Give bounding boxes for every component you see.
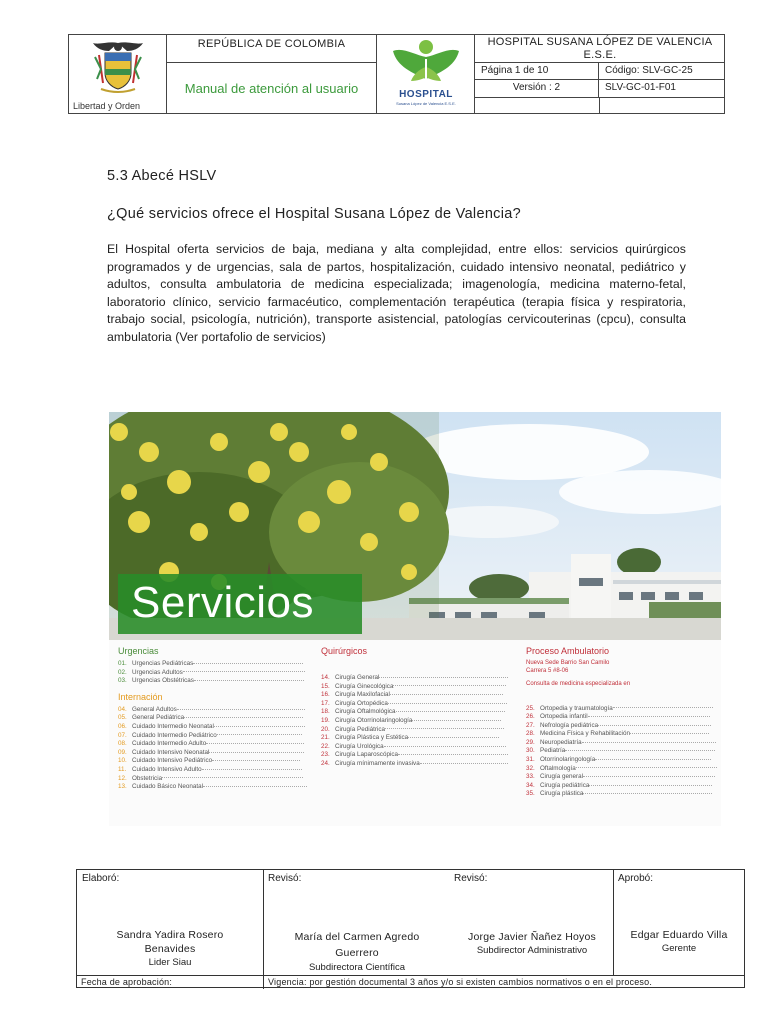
service-label: Cirugía Plástica y Estética <box>335 734 409 742</box>
manual-title: Manual de atención al usuario <box>167 63 377 114</box>
service-label: Cirugía Urológica <box>335 742 384 750</box>
motto-text: Libertad y Orden <box>73 101 141 111</box>
service-item <box>118 677 308 686</box>
service-label: Neuropediatría <box>540 738 582 746</box>
service-label: Cirugía Ginecológica <box>335 682 394 690</box>
service-label: Cuidado Básico Neonatal <box>132 783 204 791</box>
leader-dots <box>162 777 303 778</box>
service-item <box>321 683 511 692</box>
service-item <box>526 790 718 799</box>
elaboro-label: Elaboró: <box>82 873 120 884</box>
service-label: Urgencias Pediátricas <box>132 660 194 667</box>
services-banner-title: Servicios <box>131 578 314 627</box>
service-number: 10. <box>118 757 127 765</box>
service-item <box>526 756 718 765</box>
service-label: Oftalmología <box>540 764 576 772</box>
hospital-name: HOSPITAL SUSANA LÓPEZ DE VALENCIA E.S.E. <box>475 35 725 63</box>
service-number: 26. <box>526 713 535 721</box>
leader-dots <box>214 726 305 727</box>
service-number: 23. <box>321 751 330 759</box>
service-number: 04. <box>118 705 127 713</box>
service-number: 28. <box>526 730 535 738</box>
leader-dots <box>598 725 711 726</box>
leader-dots <box>420 763 508 764</box>
service-item <box>118 732 308 741</box>
leader-dots <box>385 728 504 729</box>
service-number: 06. <box>118 722 127 730</box>
service-label: General Pediátrica <box>132 714 185 722</box>
service-item <box>321 691 511 700</box>
service-item <box>321 674 511 683</box>
leader-dots <box>184 717 303 718</box>
service-item <box>526 765 718 774</box>
version-label: Versión : 2 <box>475 80 599 97</box>
service-item <box>321 760 511 769</box>
ambulatorio-sede: Nueva Sede Barrio San Camilo <box>526 660 610 666</box>
hospital-logo <box>377 35 475 114</box>
service-label: Cirugía Oftalmológica <box>335 708 396 716</box>
service-number: 08. <box>118 740 127 748</box>
service-item <box>321 700 511 709</box>
leader-dots <box>217 734 302 735</box>
urgencias-title: Urgencias <box>118 646 159 656</box>
leader-dots <box>583 776 715 777</box>
service-number: 16. <box>321 691 330 699</box>
reviso1-name-line1: María del Carmen Agredo <box>294 931 420 943</box>
service-number: 29. <box>526 738 535 746</box>
service-label: Cuidado Intermedio Neonatal <box>132 722 214 730</box>
leader-dots <box>589 785 711 786</box>
service-item <box>118 766 308 775</box>
leader-dots <box>613 707 714 708</box>
service-item <box>526 739 718 748</box>
service-item <box>118 723 308 732</box>
service-label: Cirugía General <box>335 674 380 681</box>
ambulatorio-title: Proceso Ambulatorio <box>526 646 610 656</box>
service-number: 13. <box>118 783 127 791</box>
service-label: Urgencias Obstétricas <box>132 677 194 685</box>
leader-dots <box>582 742 717 743</box>
service-number: 15. <box>321 682 330 690</box>
service-number: 35. <box>526 790 535 798</box>
reviso2-role: Subdirector Administrativo <box>476 945 588 956</box>
country-label: REPÚBLICA DE COLOMBIA <box>167 35 377 63</box>
leader-dots <box>408 737 499 738</box>
service-number: 32. <box>526 764 535 772</box>
leader-dots <box>203 786 307 787</box>
service-label: Cirugía plástica <box>540 790 584 798</box>
leader-dots <box>588 716 710 717</box>
document-header <box>68 34 725 114</box>
leader-dots <box>393 685 506 686</box>
service-label: Ortopedia y traumatología <box>540 704 613 712</box>
leader-dots <box>202 769 303 770</box>
hospital-leaf-icon <box>385 37 467 91</box>
service-item <box>118 740 308 749</box>
divider <box>599 97 600 114</box>
service-label: Pediatría <box>540 747 566 755</box>
service-label: Cuidado Intermedio Pediátrico <box>132 731 217 739</box>
service-item <box>321 726 511 735</box>
leader-dots <box>193 663 303 664</box>
ambulatorio-column <box>526 646 718 799</box>
leader-dots <box>565 750 715 751</box>
service-label: Medicina Física y Rehabilitación <box>540 730 630 738</box>
aprobo-name: Edgar Eduardo Villa <box>630 929 728 941</box>
service-item <box>526 782 718 791</box>
service-number: 19. <box>321 716 330 724</box>
service-item <box>118 714 308 723</box>
service-number: 12. <box>118 774 127 782</box>
service-label: Cirugía Ortopédica <box>335 699 388 707</box>
ambulatorio-direccion: Carrera 5 #8-06 <box>526 667 569 674</box>
service-label: Cuidado Intensivo Adulto <box>132 765 202 773</box>
service-label: General Adultos <box>132 705 177 713</box>
quirurgicos-column <box>321 646 511 769</box>
service-number: 34. <box>526 781 535 789</box>
service-label: Urgencias Adultos <box>132 668 183 676</box>
reviso-label: Revisó: <box>268 873 302 884</box>
service-item <box>526 705 718 714</box>
service-number: 14. <box>321 674 330 681</box>
signature-table <box>76 869 745 988</box>
leader-dots <box>384 746 506 747</box>
question-heading: ¿Qué servicios ofrece el Hospital Susana López de Valencia? <box>107 206 521 222</box>
ambulatorio-consulta: Consulta de medicina especializada en <box>526 681 631 687</box>
service-label: Cirugía Pediátrica <box>335 725 386 733</box>
service-item <box>118 669 308 678</box>
logo-wordmark: HOSPITAL <box>399 89 453 100</box>
service-number: 11. <box>118 765 127 773</box>
leader-dots <box>209 752 303 753</box>
service-number: 20. <box>321 725 330 733</box>
service-item <box>321 708 511 717</box>
leader-dots <box>183 671 305 672</box>
service-label: Cirugía Maxilofacial <box>335 691 390 699</box>
service-item <box>118 783 308 792</box>
leader-dots <box>630 733 709 734</box>
service-label: Cuidado Intermedio Adulto <box>132 740 207 748</box>
service-item <box>321 743 511 752</box>
section-heading: 5.3 Abecé HSLV <box>107 168 217 184</box>
service-number: 21. <box>321 734 330 742</box>
document-code: Código: SLV-GC-25 <box>599 63 725 80</box>
leader-dots <box>206 743 304 744</box>
service-number: 31. <box>526 756 535 764</box>
leader-dots <box>177 709 306 710</box>
service-number: 33. <box>526 773 535 781</box>
leader-dots <box>595 759 711 760</box>
service-item <box>526 773 718 782</box>
divider <box>613 870 614 975</box>
reviso1-name-line2: Guerrero <box>335 947 379 959</box>
service-number: 24. <box>321 759 330 767</box>
service-number: 25. <box>526 704 535 712</box>
form-code: SLV-GC-01-F01 <box>605 82 676 93</box>
service-item <box>118 757 308 766</box>
elaboro-name <box>77 928 263 956</box>
leader-dots <box>388 703 507 704</box>
service-label: Otorrinolaringología <box>540 756 596 764</box>
service-label: Obstetricia <box>132 774 163 782</box>
crest-cell <box>69 35 167 114</box>
service-item <box>118 775 308 784</box>
service-number: 01. <box>118 660 127 667</box>
internacion-title: Internación <box>118 691 163 702</box>
service-number: 07. <box>118 731 127 739</box>
divider <box>263 870 264 989</box>
approval-date-label: Fecha de aprobación: <box>81 977 173 987</box>
elaboro-name-line2: Benavides <box>144 943 196 955</box>
service-item <box>118 706 308 715</box>
page-number: Página 1 de 10 <box>475 63 599 80</box>
service-number: 27. <box>526 721 535 729</box>
reviso1-role: Subdirectora Científica <box>308 962 406 973</box>
leader-dots <box>390 694 503 695</box>
leader-dots <box>396 711 506 712</box>
service-item <box>321 751 511 760</box>
service-number: 30. <box>526 747 535 755</box>
aprobo-label: Aprobó: <box>618 873 654 884</box>
reviso-label-2: Revisó: <box>454 873 488 884</box>
aprobo-role: Gerente <box>661 943 697 954</box>
body-paragraph: El Hospital oferta servicios de baja, mediana y alta complejidad, entre ellos: servicios quirúrgicos programados y de urgencias, sala de partos, hospitalización, cuidado intensivo neonatal, pediátrico y adultos, consulta ambulatoria de medicina especializada; imagenología, medicina materno-fetal, laboratorio clínico, servicio farmacéutico, complementación terapéutica (terapia física y respiratoria, trabajo social, psicología, nutrición), transporte asistencial, patologías cervicouterinas (cpcu), consulta ambulatoria (Ver portafolio de servicios) <box>107 242 686 344</box>
service-label: Cirugía general <box>540 773 584 781</box>
service-number: 02. <box>118 668 127 676</box>
service-label: Cirugía mínimamente invasiva <box>335 759 420 767</box>
service-item <box>526 722 718 731</box>
leader-dots <box>583 793 711 794</box>
service-item <box>526 713 718 722</box>
coat-of-arms-icon <box>85 39 151 95</box>
urgencias-column <box>118 646 308 792</box>
reviso1-name <box>271 929 443 961</box>
service-label: Nefrología pediátrica <box>540 721 599 729</box>
service-item <box>321 734 511 743</box>
leader-dots <box>412 720 500 721</box>
reviso2-name: Jorge Javier Ñañez Hoyos <box>468 931 596 943</box>
validity-note: Vigencia: por gestión documental 3 años y/o si existen cambios normativos o en el proceso. <box>268 977 653 987</box>
leader-dots <box>212 760 300 761</box>
service-label: Cuidado Intensivo Pediátrico <box>132 757 213 765</box>
leader-dots <box>398 754 508 755</box>
service-label: Cirugía pediátrica <box>540 781 590 789</box>
service-item <box>526 747 718 756</box>
elaboro-role: Lider Siau <box>148 957 192 968</box>
logo-subtitle: Susana López de Valencia E.S.E. <box>396 101 456 106</box>
service-item <box>118 660 308 669</box>
divider <box>475 97 725 98</box>
service-item <box>526 730 718 739</box>
service-number: 05. <box>118 714 127 722</box>
leader-dots <box>576 767 717 768</box>
service-number: 22. <box>321 742 330 750</box>
service-number: 09. <box>118 748 127 756</box>
service-number: 03. <box>118 677 127 685</box>
service-item <box>118 749 308 758</box>
elaboro-name-line1: Sandra Yadira Rosero <box>116 929 224 941</box>
leader-dots <box>194 680 304 681</box>
service-number: 18. <box>321 708 330 716</box>
service-label: Cirugía Otorrinolaringología <box>335 716 413 724</box>
services-list <box>109 640 721 826</box>
service-label: Cirugía Laparoscópica <box>335 751 399 759</box>
service-item <box>321 717 511 726</box>
leader-dots <box>379 677 508 678</box>
service-label: Ortopedia infantil <box>540 713 588 721</box>
service-number: 17. <box>321 699 330 707</box>
quirurgicos-title: Quirúrgicos <box>321 646 368 656</box>
service-label: Cuidado Intensivo Neonatal <box>132 748 210 756</box>
